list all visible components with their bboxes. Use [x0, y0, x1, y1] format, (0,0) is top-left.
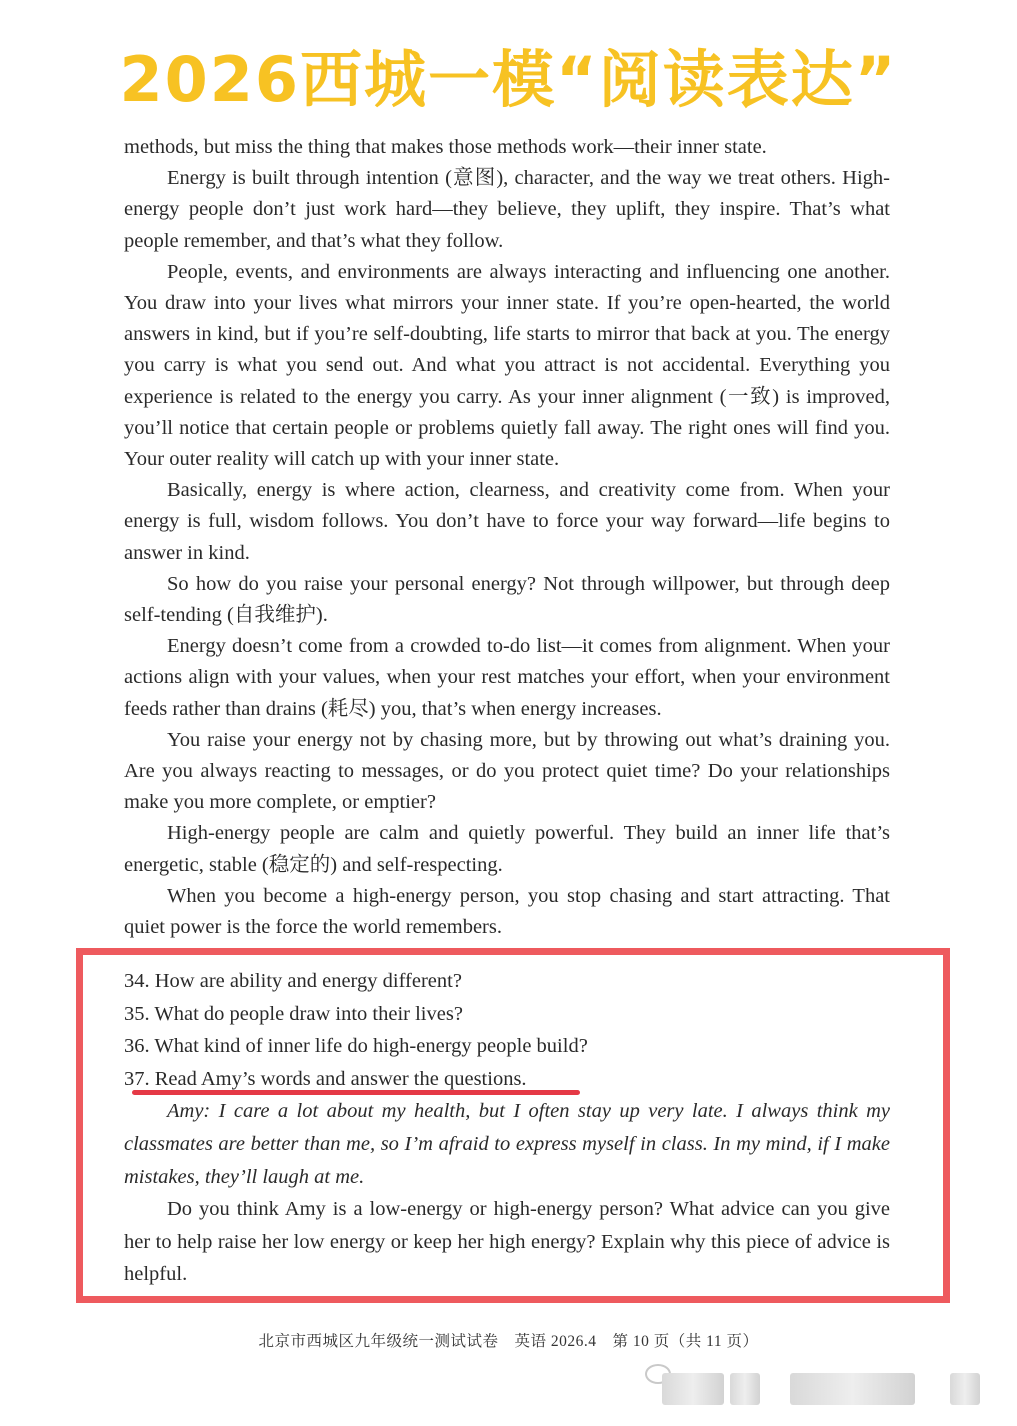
passage-paragraph: High-energy people are calm and quietly powerful. They build an inner life that’s energetic, stable (稳定的) and self-respecting.	[124, 822, 890, 876]
red-underline-mark	[132, 1090, 580, 1095]
blurred-watermark	[950, 1373, 980, 1405]
blurred-watermark	[730, 1373, 760, 1405]
passage-paragraph: Energy doesn’t come from a crowded to-do list—it comes from alignment. When your actions align with your values, when your rest matches your effort, when your environment feeds rather than drains (耗尽) you, that’s when energy increases.	[124, 635, 890, 720]
blurred-watermark	[790, 1373, 915, 1405]
question-35: 35. What do people draw into their lives?	[124, 1002, 463, 1025]
amy-words: Amy: I care a lot about my health, but I often stay up very late. I always think my classmates are better than me, so I’m afraid to express myself in class. In my mind, if I make mistakes, they’ll laugh at me.	[124, 1100, 890, 1188]
question-34: 34. How are ability and energy different?	[124, 970, 462, 992]
passage-paragraph: Energy is built through intention (意图), character, and the way we treat others. High-energy people don’t just work hard—they believe, they uplift, they inspire. That’s what people remember, and that’s what they follow.	[124, 167, 890, 252]
page-footer: 北京市西城区九年级统一测试试卷 英语 2026.4 第 10 页（共 11 页）	[258, 1333, 759, 1350]
questions-section	[124, 965, 890, 1291]
reading-passage	[124, 132, 890, 943]
passage-paragraph: Basically, energy is where action, clearness, and creativity come from. When your energy is full, wisdom follows. You don’t have to force your way forward—life begins to answer in kind.	[124, 479, 890, 564]
passage-paragraph: methods, but miss the thing that makes those methods work—their inner state.	[124, 136, 767, 158]
question-37-prompt: Do you think Amy is a low-energy or high-energy person? What advice can you give her to help raise her low energy or keep her high energy? Explain why this piece of advice is helpful.	[124, 1198, 890, 1286]
passage-paragraph: People, events, and environments are always interacting and influencing one another. You draw into your lives what mirrors your inner state. If you’re open-hearted, the world answers in kind, but if you’re self-doubting, life starts to mirror that back at you. The energy you carry is what you send out. And what you attract is not accidental. Everything you experience is related to the energy you carry. As your inner alignment (一致) is improved, you’ll notice that certain people or problems quietly fall away. The right ones will find you. Your outer reality will catch up with your inner state.	[124, 260, 890, 471]
question-37: 37. Read Amy’s words and answer the questions.	[124, 1067, 527, 1090]
passage-paragraph: So how do you raise your personal energy? Not through willpower, but through deep self-tending (自我维护).	[124, 572, 890, 627]
question-36: 36. What kind of inner life do high-energy people build?	[124, 1035, 588, 1058]
passage-paragraph: When you become a high-energy person, you stop chasing and start attracting. That quiet power is the force the world remembers.	[124, 884, 890, 939]
page-title: 2026西城一模“阅读表达”	[119, 43, 898, 116]
passage-paragraph: You raise your energy not by chasing more, but by throwing out what’s draining you. Are you always reacting to messages, or do you protect quiet time? Do your relationships make you more complete, or emptier?	[124, 728, 890, 814]
blurred-watermark	[662, 1373, 724, 1405]
